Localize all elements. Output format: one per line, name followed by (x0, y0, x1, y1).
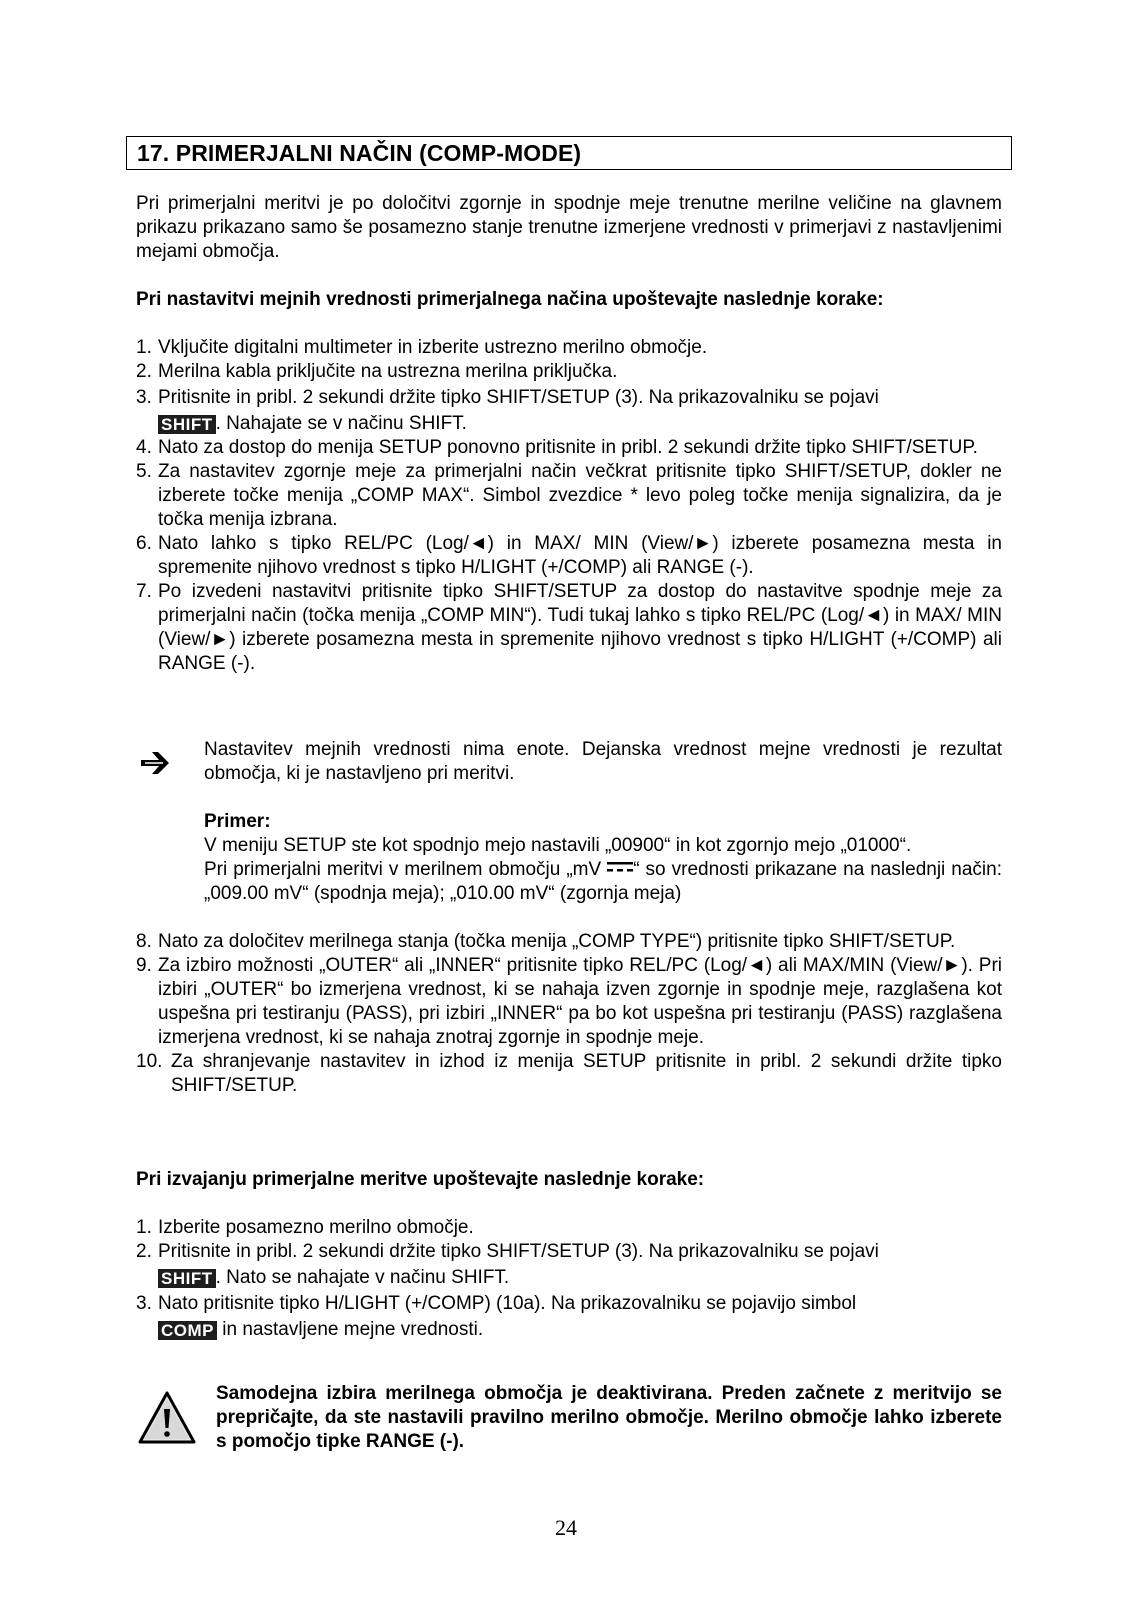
list-item (136, 580, 1002, 676)
comp-display-badge: COMP (158, 1321, 217, 1340)
dc-symbol-icon (607, 861, 633, 873)
item-text: Pritisnite in pribl. 2 sekundi držite tipko SHIFT/SETUP (3). Na prikazovalniku se pojavi (158, 1241, 879, 1262)
example-text-a: Pri primerjalni meritvi v merilnem območju „mV (204, 859, 602, 880)
example-line: V meniju SETUP ste kot spodnjo mejo nastavili „00900“ in kot zgornjo mejo „01000“. (204, 835, 912, 856)
warning-triangle-icon (137, 1390, 197, 1446)
list-item (136, 436, 1002, 460)
item-text: Za nastavitev zgornje meje za primerjalni način večkrat pritisnite tipko SHIFT/SETUP, dokler ne izberete točke menija „COMP MAX“. Simbol zvezdice * levo poleg točke menija signalizira, da je točka menija izbrana. (158, 461, 1002, 530)
list-item (136, 532, 1002, 580)
intro-paragraph: Pri primerjalni meritvi je po določitvi zgornje in spodnje meje trenutne merilne veličine na glavnem prikazu prikazano samo še posamezno stanje trenutne izmerjene vrednosti v primerjavi z nastavljenimi mejami območja. (136, 193, 1002, 262)
item-number: 3. (136, 387, 152, 408)
list-item (136, 930, 1002, 954)
list-item (136, 386, 1002, 436)
setup-subheading: Pri nastavitvi mejnih vrednosti primerjalnega načina upoštevajte naslednje korake: (136, 289, 884, 310)
section-heading: 17. PRIMERJALNI NAČIN (COMP-MODE) (137, 140, 582, 166)
item-text: Nato lahko s tipko REL/PC (Log/◄) in MAX/ MIN (View/►) izberete posamezna mesta in spremenite njihovo vrednost s tipko H/LIGHT (+/COMP) ali RANGE (-). (158, 533, 1002, 578)
example-text (204, 858, 1002, 906)
shift-display-badge: SHIFT (158, 1269, 216, 1288)
setup-steps-list (136, 336, 1002, 676)
example-text-b: “ so vrednosti prikazane na naslednji način: „009.00 mV“ (spodnja meja); „010.00 mV“ (zgornja meja) (204, 859, 1002, 904)
item-text: Izberite posamezno merilno območje. (158, 1217, 474, 1238)
item-number: 4. (136, 437, 152, 458)
measure-subheading: Pri izvajanju primerjalne meritve upoštevajte naslednje korake: (136, 1169, 705, 1190)
shift-display-badge: SHIFT (158, 415, 216, 434)
item-number: 1. (136, 337, 152, 358)
item-number: 10. (136, 1051, 163, 1072)
item-text: Pritisnite in pribl. 2 sekundi držite tipko SHIFT/SETUP (3). Na prikazovalniku se pojavi (158, 387, 879, 408)
page-number: 24 (555, 1515, 577, 1540)
item-text: Po izvedeni nastavitvi pritisnite tipko SHIFT/SETUP za dostop do nastavitve spodnje meje za primerjalni način (točka menija „COMP MIN“). Tudi tukaj lahko s tipko REL/PC (Log/◄) in MAX/ MIN (View/►) izberete posamezna mesta in spremenite njihovo vrednost s tipko H/LIGHT (+/COMP) ali RANGE (-). (158, 581, 1002, 674)
list-item (136, 1292, 1002, 1342)
item-number: 7. (136, 581, 152, 602)
item-number: 8. (136, 931, 152, 952)
list-item (136, 1216, 1002, 1240)
note-paragraph: Nastavitev mejnih vrednosti nima enote. Dejanska vrednost mejne vrednosti je rezultat območja, ki je nastavljeno pri meritvi. (204, 739, 1002, 784)
item-text: Za shranjevanje nastavitev in izhod iz menija SETUP pritisnite in pribl. 2 sekundi držite tipko SHIFT/SETUP. (171, 1051, 1002, 1096)
item-number: 1. (136, 1217, 152, 1238)
item-text: Vključite digitalni multimeter in izberite ustrezno merilno območje. (158, 337, 708, 358)
item-number: 2. (136, 1241, 152, 1262)
item-text-continued: . Nahajate se v načinu SHIFT. (215, 413, 467, 434)
item-number: 6. (136, 533, 152, 554)
item-text: Nato pritisnite tipko H/LIGHT (+/COMP) (10a). Na prikazovalniku se pojavijo simbol (158, 1293, 857, 1314)
item-number: 5. (136, 461, 152, 482)
item-text: Merilna kabla priključite na ustrezna merilna priključka. (158, 361, 618, 382)
item-text: Nato za določitev merilnega stanja (točka menija „COMP TYPE“) pritisnite tipko SHIFT/SETUP. (158, 931, 956, 952)
example-label: Primer: (204, 811, 271, 832)
list-item (136, 360, 1002, 384)
warning-text: Samodejna izbira merilnega območja je deaktivirana. Preden začnete z meritvijo se prepričajte, da ste nastavili pravilno merilno območje. Merilno območje lahko izberete s pomočjo tipke RANGE (-). (216, 1383, 1002, 1452)
setup-steps-list-continued (136, 930, 1002, 1098)
measure-steps-list (136, 1216, 1002, 1342)
item-number: 3. (136, 1293, 152, 1314)
list-item (136, 1240, 1002, 1290)
item-number: 2. (136, 361, 152, 382)
item-text: Nato za dostop do menija SETUP ponovno pritisnite in pribl. 2 sekundi držite tipko SHIFT/SETUP. (158, 437, 978, 458)
right-arrow-icon (139, 748, 175, 778)
item-text-continued: in nastavljene mejne vrednosti. (217, 1319, 484, 1340)
section-heading-box (126, 136, 1012, 170)
list-item (136, 460, 1002, 532)
item-text: Za izbiro možnosti „OUTER“ ali „INNER“ pritisnite tipko REL/PC (Log/◄) ali MAX/MIN (View/►). Pri izbiri „OUTER“ bo izmerjena vrednost, ki se nahaja izven zgornje in spodnje meje, razglašena kot uspešna pri testiranju (PASS), pri izbiri „INNER“ pa bo kot uspešna pri testiranju (PASS) razglašena izmerjena vrednost, ki se nahaja znotraj zgornje in spodnje meje. (158, 955, 1002, 1048)
list-item (136, 336, 1002, 360)
list-item (136, 1050, 1002, 1098)
item-number: 9. (136, 955, 152, 976)
item-text-continued: . Nato se nahajate v načinu SHIFT. (215, 1267, 510, 1288)
list-item (136, 954, 1002, 1050)
